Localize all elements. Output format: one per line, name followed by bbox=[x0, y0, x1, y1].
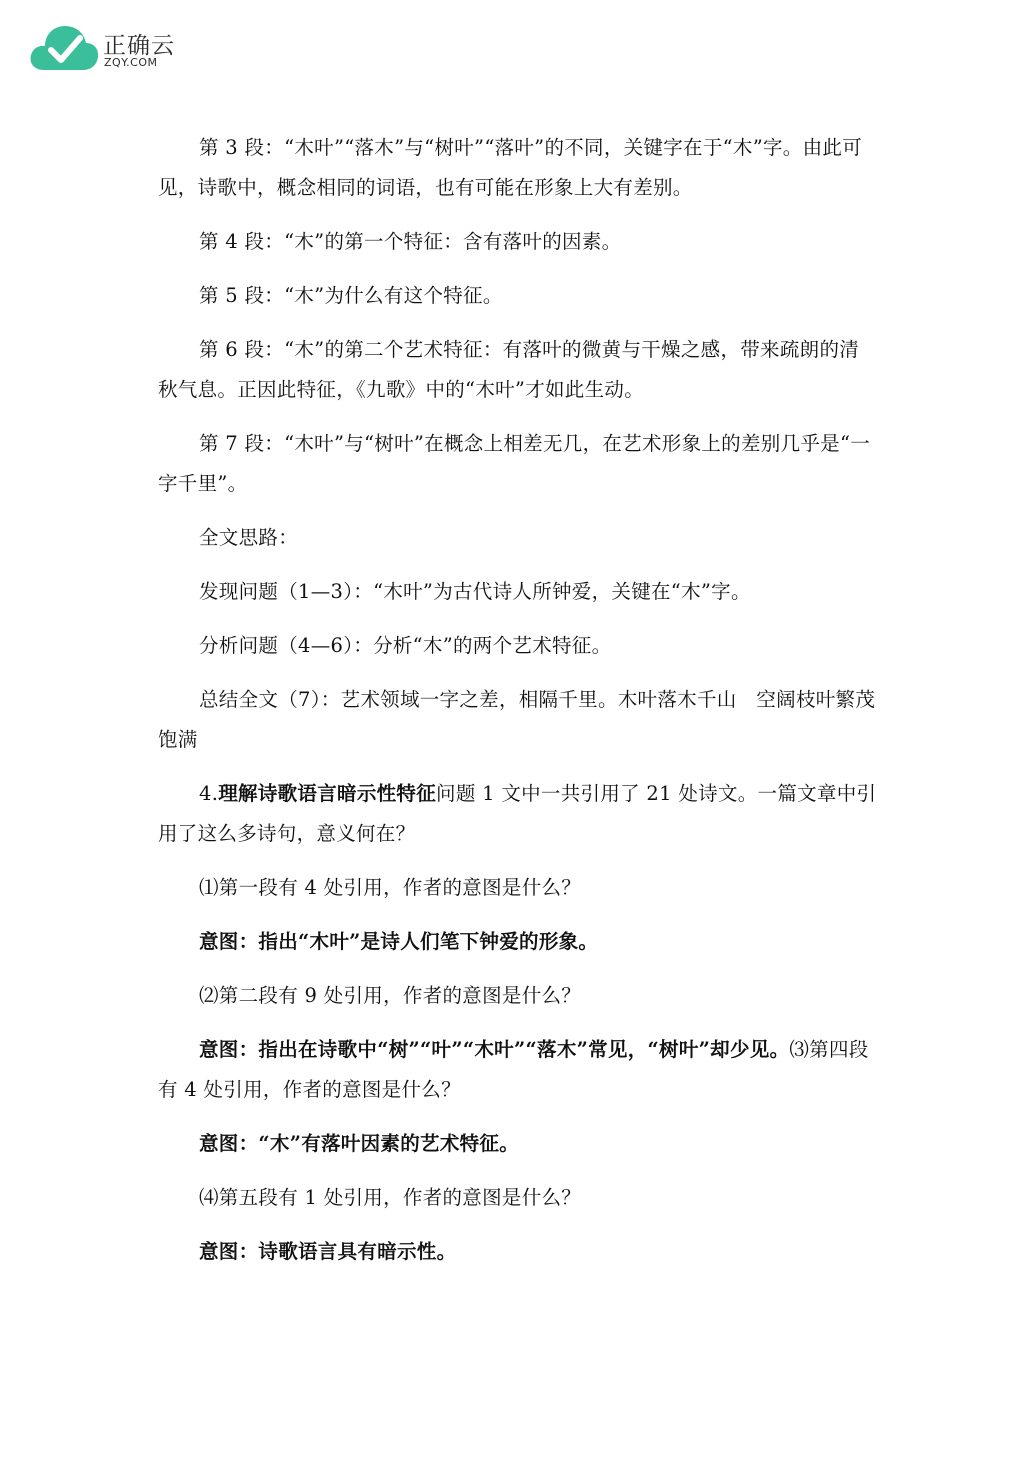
outline-summary: 总结全文（7）：艺术领域一字之差，相隔千里。木叶落木千山 空阔枝叶繁茂 饱满 bbox=[158, 688, 895, 751]
paragraph-7: 第 7 段：“木叶”与“树叶”在概念上相差无几，在艺术形象上的差别几乎是“一字千里”。 bbox=[158, 432, 871, 495]
question-4 bbox=[158, 774, 878, 854]
document-body bbox=[158, 128, 895, 1286]
cloud-check-icon bbox=[28, 20, 100, 74]
outline-analyze: 分析问题（4—6）：分析“木”的两个艺术特征。 bbox=[199, 634, 612, 657]
logo-name: 正确云 bbox=[103, 33, 175, 59]
sub-question-4: ⑷第五段有 1 处引用，作者的意图是什么？ bbox=[199, 1186, 582, 1209]
sub-question-1: ⑴第一段有 4 处引用，作者的意图是什么？ bbox=[199, 876, 582, 899]
paragraph-6: 第 6 段：“木”的第二个艺术特征：有落叶的微黄与干燥之感，带来疏朗的清秋气息。正因此特征，《九歌》中的“木叶”才如此生动。 bbox=[158, 338, 860, 401]
answer-3: 意图：“木”有落叶因素的艺术特征。 bbox=[199, 1132, 520, 1155]
question-4-heading: 理解诗歌语言暗示性特征 bbox=[218, 782, 437, 805]
outline-discover: 发现问题（1—3）：“木叶”为古代诗人所钟爱，关键在“木”字。 bbox=[199, 580, 751, 603]
sub-question-3: ⑶第四段有 4 处引用，作者的意图是什么？ bbox=[158, 1038, 869, 1101]
answer-2-and-question-3 bbox=[158, 1030, 878, 1110]
paragraph-5: 第 5 段：“木”为什么有这个特征。 bbox=[199, 284, 503, 307]
brand-logo bbox=[28, 20, 218, 76]
answer-1: 意图：指出“木叶”是诗人们笔下钟爱的形象。 bbox=[199, 930, 599, 953]
logo-url: ZQY.COM bbox=[104, 56, 158, 69]
answer-2: 意图：指出在诗歌中“树”“叶”“木叶”“落木”常见，“树叶”却少见。 bbox=[199, 1038, 790, 1061]
paragraph-4: 第 4 段：“木”的第一个特征：含有落叶的因素。 bbox=[199, 230, 622, 253]
question-4-number: 4. bbox=[199, 782, 219, 805]
sub-question-2: ⑵第二段有 9 处引用，作者的意图是什么？ bbox=[199, 984, 582, 1007]
answer-4: 意图：诗歌语言具有暗示性。 bbox=[199, 1240, 457, 1263]
question-4-text: 问题 1 文中一共引用了 21 处诗文。一篇文章中引用了这么多诗句，意义何在？ bbox=[158, 782, 877, 845]
paragraph-3: 第 3 段：“木叶”“落木”与“树叶”“落叶”的不同，关键字在于“木”字。由此可见，诗歌中，概念相同的词语，也有可能在形象上大有差别。 bbox=[158, 136, 862, 199]
outline-title: 全文思路： bbox=[199, 526, 299, 549]
